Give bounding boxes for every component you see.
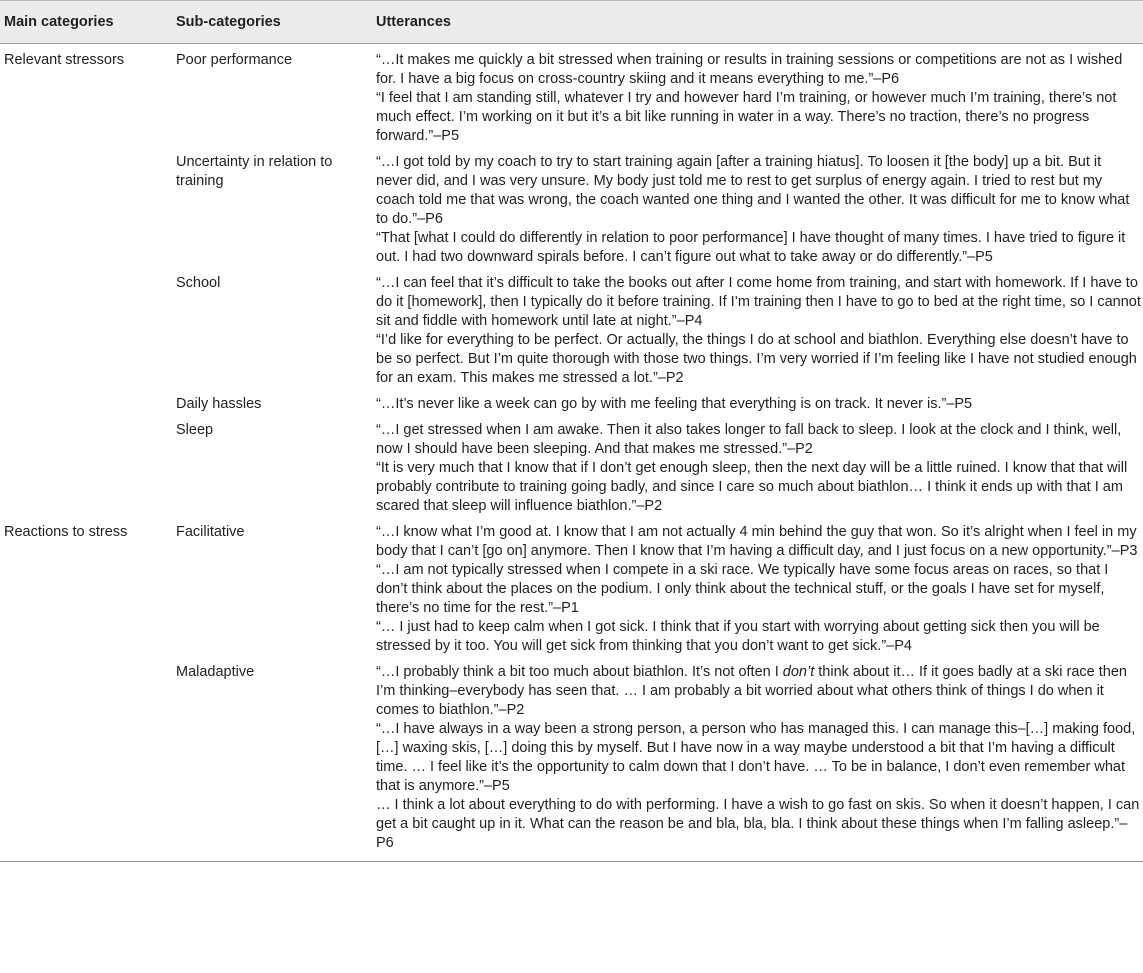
emphasis-text: don’t [782,664,815,680]
utterance-quote: “It is very much that I know that if I don’t get enough sleep, then the next day will be a little ruined. I know that that will probably contribute to training going badly, and since I care so much about biathlon… I think it ends up with that I am scared that sleep will influence biathlon.”–P2 [376,460,1128,514]
table-row [0,656,1143,862]
sub-category-cell: Uncertainty in relation to training [176,154,333,189]
table-header [0,1,1143,44]
table-row [0,414,1143,516]
main-category-cell-empty [0,267,174,388]
utterance-quote: “…I got told by my coach to try to start training again [after a training hiatus]. To loosen it [the body] up a bit. But it never did, and I was very unsure. My body just told me to rest to get surplus of energy again. I tried to rest but my coach told me that was wrong, the coach wanted one thing and I wanted the other. It was difficult for me to know what to do.”–P6 [376,154,1130,227]
utterance-quote: “…It’s never like a week can go by with me feeling that everything is on track. It never is.”–P5 [376,396,973,412]
utterance-cell [374,656,1143,862]
main-category-cell: Relevant stressors [4,52,125,68]
header-utterances: Utterances [374,1,1143,44]
utterance-cell [374,146,1143,267]
utterance-cell [374,516,1143,656]
sub-category-cell: Facilitative [176,524,245,540]
header-main-categories: Main categories [0,1,174,44]
main-category-cell: Reactions to stress [4,524,128,540]
main-category-cell-empty [0,388,174,414]
header-sub-categories: Sub-categories [174,1,374,44]
table-row [0,146,1143,267]
utterance-quote: “That [what I could do differently in relation to poor performance] I have thought of many times. I have tried to figure it out. I had two downward spirals before. I can’t figure out what to take away or do differently.”–P5 [376,230,1126,265]
table-row [0,516,1143,656]
utterance-cell [374,267,1143,388]
sub-category-cell: Daily hassles [176,396,262,412]
utterance-cell [374,414,1143,516]
utterance-quote: … I think a lot about everything to do with performing. I have a wish to go fast on skis. So when it doesn’t happen, I can get a bit caught up in it. What can the reason be and bla, bla, bla. I think about these things when I’m falling asleep.”–P6 [376,797,1140,851]
utterance-quote: “…I get stressed when I am awake. Then it also takes longer to fall back to sleep. I look at the clock and I think, well, now I should have been sleeping. And that makes me stressed.”–P2 [376,422,1122,457]
utterance-quote: “…I have always in a way been a strong person, a person who has managed this. I can manage this–[…] making food, […] waxing skis, […] doing this by myself. But I have now in a way maybe understood a bit that I’m having a difficult time. … I feel like it’s the opportunity to calm down that I don’t have. … To be in balance, I don’t even remember what that is anymore.”–P5 [376,721,1136,794]
main-category-cell-empty [0,414,174,516]
sub-category-cell: Poor performance [176,52,293,68]
sub-category-cell: Maladaptive [174,656,374,862]
sub-category-cell: School [176,275,221,291]
utterance-quote: “…I am not typically stressed when I compete in a ski race. We typically have some focus areas on races, so that I don’t think about the places on the podium. I only think about the technical stuff, or the goals I have set for myself, there’s no time for the rest.”–P1 [376,562,1109,616]
utterance-quote-with-emphasis: “…I probably think a bit too much about biathlon. It’s not often I don’t think about it… If it goes badly at a ski race then I’m thinking–everybody has seen that. … I am probably a bit worried about what others think of things I do when it comes to biathlon.”–P2 [376,664,1127,718]
table-row [0,44,1143,147]
utterance-quote: “…I can feel that it’s difficult to take the books out after I come home from training, and start with homework. If I have to do it [homework], then I typically do it before training. If I’m training then I have to go to bed at the right time, so I cannot sit and fiddle with homework until late at night.”–P4 [376,275,1141,329]
utterance-quote: “…I know what I’m good at. I know that I am not actually 4 min behind the guy that won. So it’s alright when I feel in my body that I can’t [go on] anymore. Then I know that I’m having a difficult day, and I just focus on a new opportunity.”–P3 [376,524,1138,559]
main-category-cell-empty [0,146,174,267]
table-row [0,267,1143,388]
utterance-quote: “…It makes me quickly a bit stressed when training or results in training sessions or competitions are not as I wished for. I have a big focus on cross-country skiing and it means everything to me.”–P6 [376,52,1123,87]
table-body [0,44,1143,862]
utterance-quote: “… I just had to keep calm when I got sick. I think that if you start with worrying about getting sick then you will be stressed by it too. You will get sick from thinking that you don’t want to get sick.”–P4 [376,619,1100,654]
header-row [0,1,1143,44]
utterance-cell [374,44,1143,147]
main-category-cell-empty [0,656,174,862]
table-row [0,388,1143,414]
utterance-quote: “I feel that I am standing still, whatever I try and however hard I’m training, or however much I’m training, there’s not much effect. I’m working on it but it’s a bit like running in water in a way. There’s no traction, there’s no progress forward.”–P5 [376,90,1117,144]
utterance-quote: “I’d like for everything to be perfect. Or actually, the things I do at school and biathlon. Everything else doesn’t have to be so perfect. But I’m quite thorough with those two things. I’m very worried if I’m feeling like I have not studied enough for an exam. This makes me stressed a lot.”–P2 [376,332,1137,386]
sub-category-cell: Sleep [176,422,214,438]
utterance-cell [374,388,1143,414]
